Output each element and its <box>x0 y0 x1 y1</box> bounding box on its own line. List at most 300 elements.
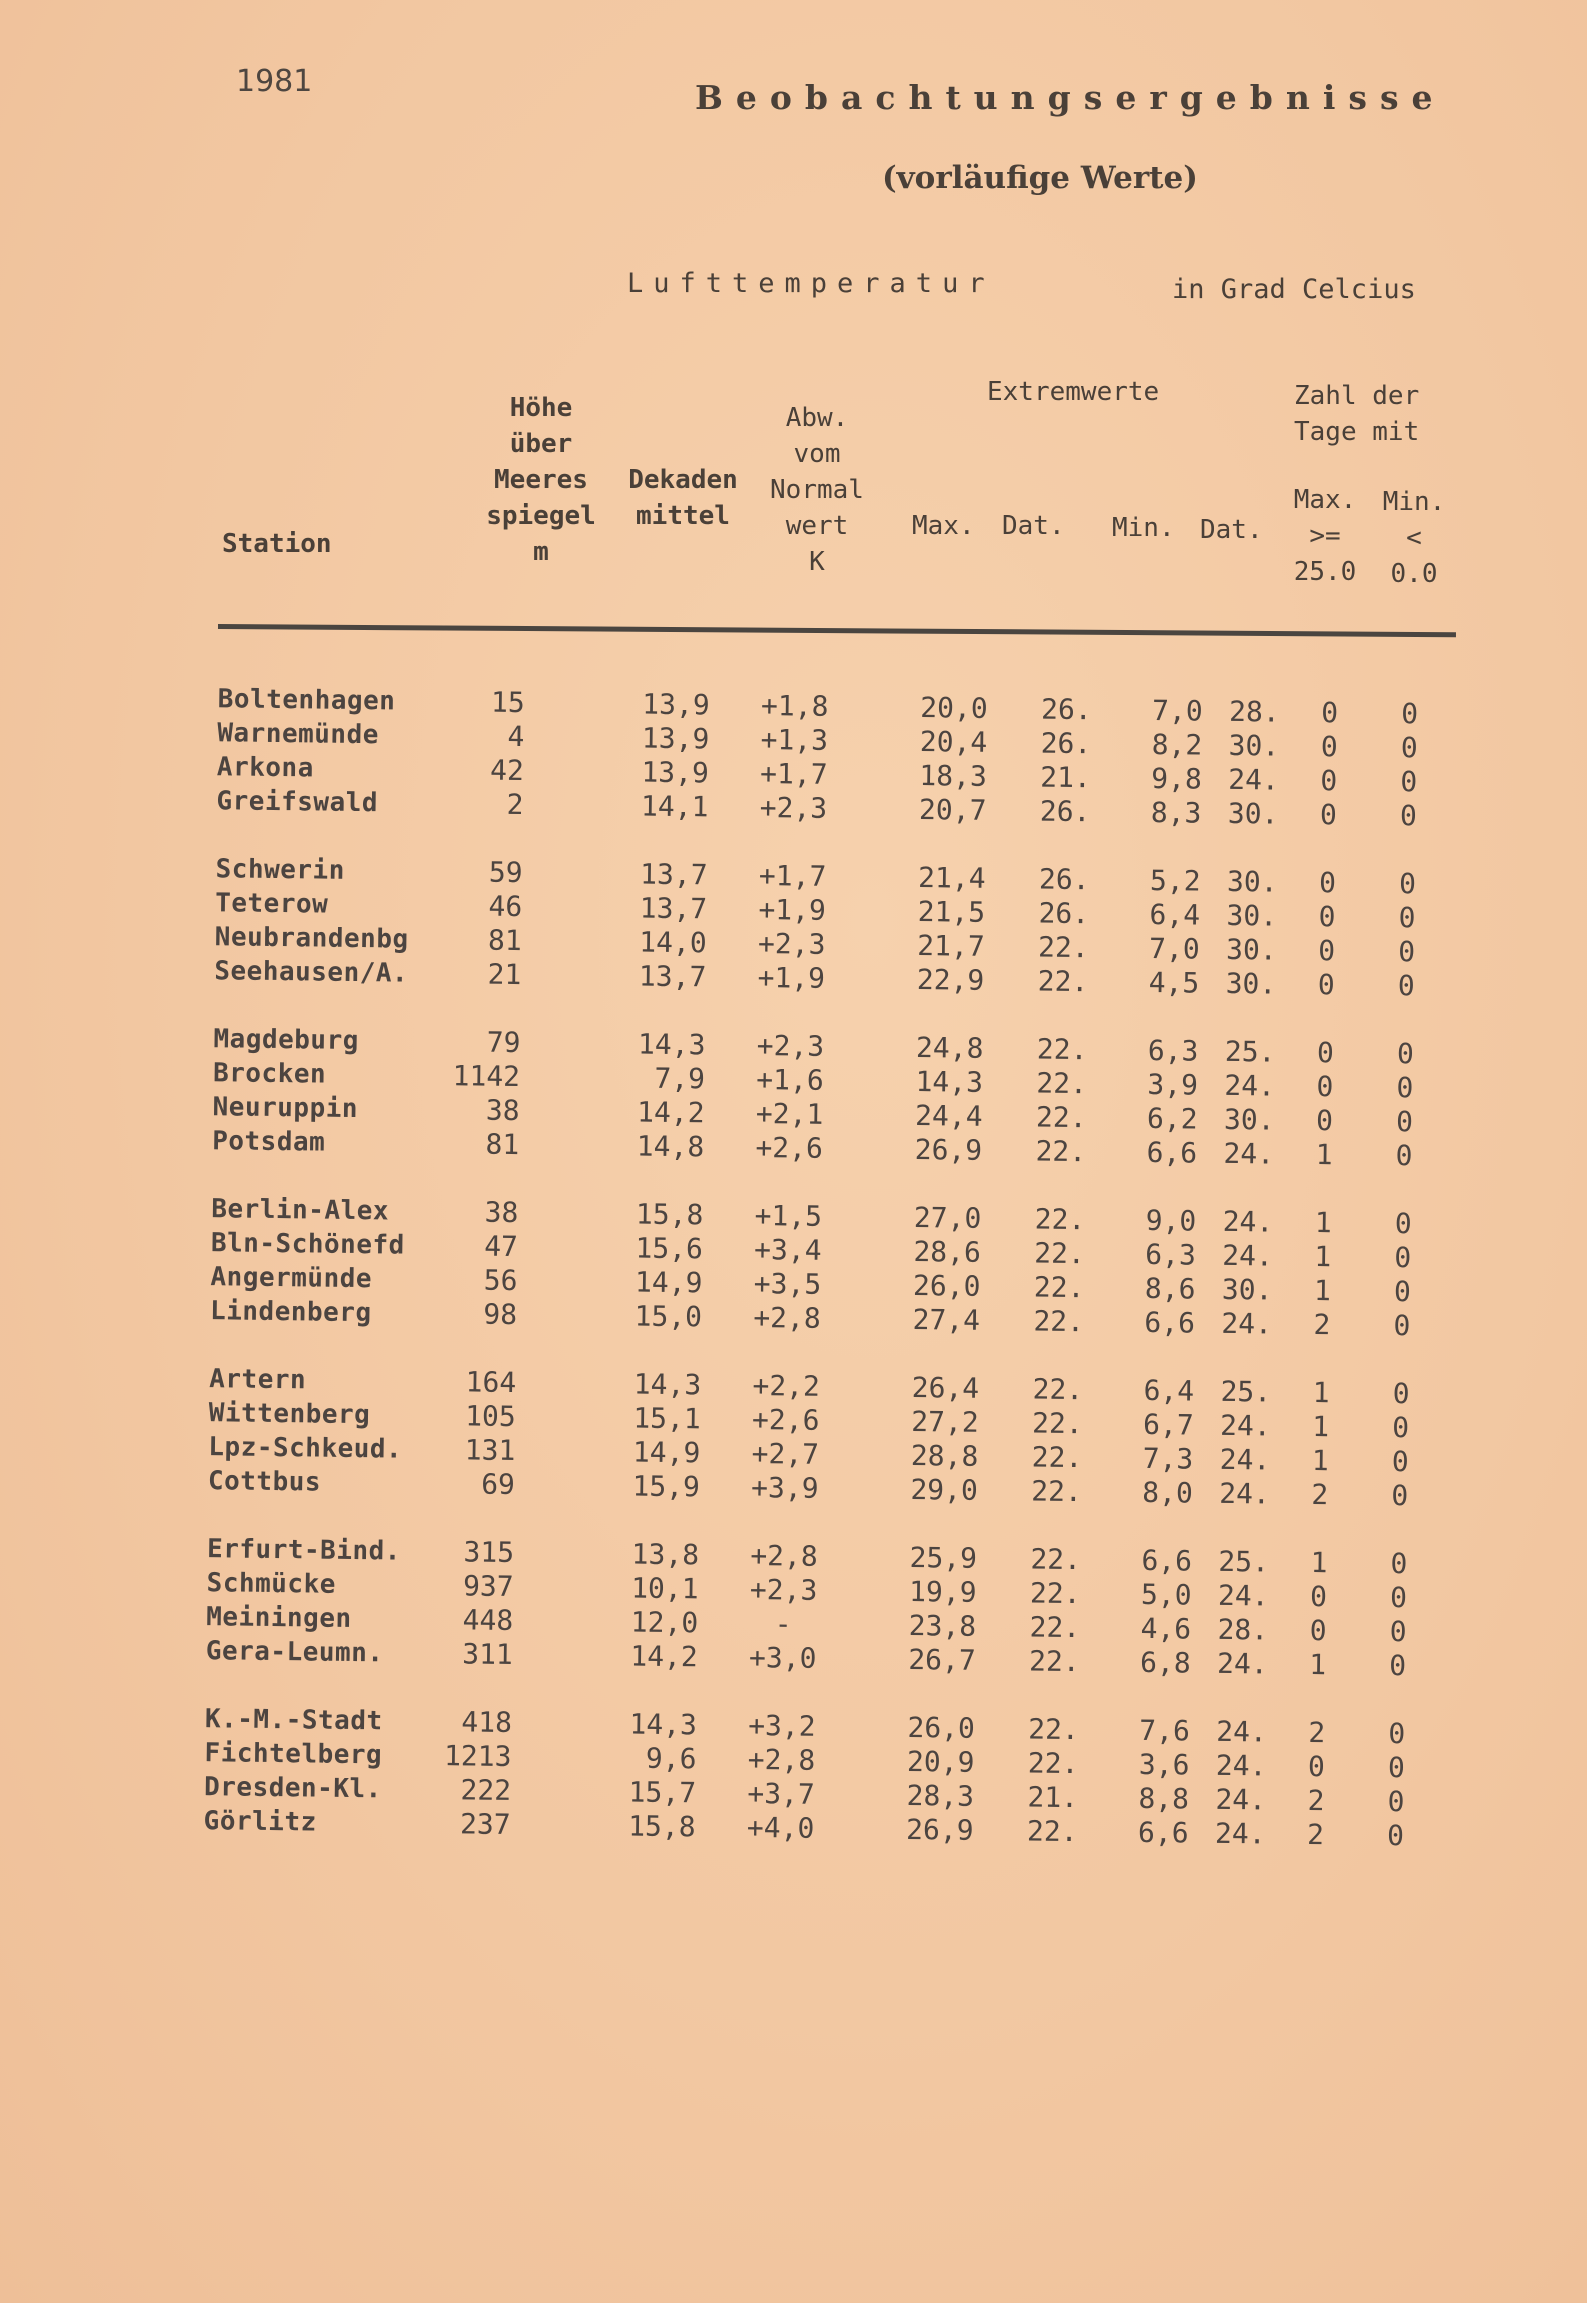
deviation-from-normal: +2,3 <box>749 1572 818 1607</box>
header-min-dat: Dat. <box>1200 515 1263 545</box>
station-name: Angermünde <box>210 1262 373 1295</box>
station-height: 131 <box>464 1433 516 1468</box>
header-mean-line: mittel <box>636 501 730 531</box>
station-name: K.-M.-Stadt <box>204 1704 383 1737</box>
min-temperature: 6,4 <box>1149 897 1201 932</box>
station-name: Meiningen <box>206 1602 352 1634</box>
days-max-over-25: 0 <box>1309 1614 1327 1648</box>
station-height: 4 <box>507 719 525 754</box>
max-date: 22. <box>1032 1372 1084 1407</box>
days-min-under-0: 0 <box>1400 731 1418 765</box>
days-min-under-0: 0 <box>1395 1105 1414 1139</box>
header-max-days-line: >= <box>1309 521 1341 551</box>
deviation-from-normal: +2,8 <box>753 1301 821 1335</box>
decade-mean: 15,7 <box>628 1775 697 1810</box>
station-name: Artern <box>209 1364 307 1396</box>
header-min: Min. <box>1112 513 1175 543</box>
min-date: 24. <box>1215 1782 1267 1817</box>
station-name: Brocken <box>212 1058 327 1090</box>
days-max-over-25: 2 <box>1313 1308 1331 1342</box>
deviation-from-normal: +1,9 <box>758 893 827 927</box>
days-max-over-25: 1 <box>1313 1274 1332 1308</box>
min-date: 30. <box>1221 1272 1273 1307</box>
min-temperature: 9,0 <box>1145 1203 1197 1238</box>
min-date: 24. <box>1219 1476 1271 1511</box>
station-height: 311 <box>461 1637 513 1672</box>
min-date: 25. <box>1218 1544 1270 1579</box>
decade-mean: 15,8 <box>627 1809 696 1844</box>
max-temperature: 28,8 <box>910 1438 979 1473</box>
max-date: 22. <box>1037 964 1089 999</box>
max-temperature: 29,0 <box>910 1472 979 1507</box>
decade-mean: 14,3 <box>633 1367 702 1402</box>
station-height: 69 <box>480 1467 516 1502</box>
decade-mean: 14,3 <box>637 1027 706 1062</box>
days-min-under-0: 0 <box>1387 1751 1406 1785</box>
max-date: 22. <box>1033 1270 1085 1305</box>
header-height-line: spiegel <box>486 501 596 531</box>
decade-mean: 15,6 <box>635 1231 704 1266</box>
min-temperature: 6,8 <box>1139 1645 1191 1680</box>
station-name: Gera-Leumn. <box>205 1636 384 1669</box>
min-temperature: 3,6 <box>1138 1747 1190 1782</box>
decade-mean: 14,2 <box>630 1639 698 1674</box>
days-max-over-25: 0 <box>1320 730 1338 764</box>
days-min-under-0: 0 <box>1396 1037 1415 1071</box>
days-min-under-0: 0 <box>1389 1649 1407 1683</box>
max-date: 22. <box>1037 930 1089 965</box>
days-max-over-25: 1 <box>1309 1648 1327 1682</box>
days-min-under-0: 0 <box>1391 1479 1409 1513</box>
decade-mean: 14,3 <box>629 1707 698 1742</box>
decade-mean: 13,9 <box>641 755 710 790</box>
min-date: 24. <box>1223 1136 1275 1171</box>
max-temperature: 21,5 <box>917 895 986 929</box>
max-temperature: 26,4 <box>911 1371 980 1405</box>
min-date: 24. <box>1222 1238 1274 1273</box>
station-name: Neuruppin <box>212 1092 359 1125</box>
station-name: Schwerin <box>215 854 346 886</box>
header-abw-line: K <box>809 547 825 577</box>
days-max-over-25: 1 <box>1312 1376 1330 1410</box>
max-date: 26. <box>1040 726 1092 761</box>
days-max-over-25: 0 <box>1319 798 1338 832</box>
station-height: 164 <box>465 1365 517 1400</box>
days-min-under-0: 0 <box>1391 1445 1409 1479</box>
min-temperature: 7,3 <box>1142 1441 1194 1476</box>
min-temperature: 9,8 <box>1151 761 1203 796</box>
station-name: Warnemünde <box>217 718 380 751</box>
min-temperature: 7,0 <box>1151 693 1203 728</box>
header-max-days-line: 25.0 <box>1293 557 1357 587</box>
deviation-from-normal: +1,5 <box>754 1199 823 1233</box>
min-date: 24. <box>1228 762 1280 797</box>
station-name: Lpz-Schkeud. <box>208 1432 403 1465</box>
station-name: Schmücke <box>206 1568 337 1600</box>
deviation-from-normal: +3,7 <box>747 1776 815 1811</box>
station-height: 47 <box>483 1229 519 1264</box>
deviation-from-normal: +3,4 <box>753 1233 822 1267</box>
min-temperature: 8,0 <box>1142 1475 1194 1510</box>
station-name: Fichtelberg <box>204 1738 383 1771</box>
station-height: 15 <box>490 685 525 720</box>
days-max-over-25: 0 <box>1315 1104 1334 1138</box>
station-height: 222 <box>460 1773 512 1807</box>
days-min-under-0: 0 <box>1398 867 1417 901</box>
max-temperature: 23,8 <box>908 1608 977 1643</box>
max-temperature: 26,7 <box>908 1642 976 1677</box>
deviation-from-normal: +3,2 <box>747 1708 816 1743</box>
unit-label: in Grad Celcius <box>1172 274 1416 305</box>
days-max-over-25: 1 <box>1311 1444 1329 1478</box>
days-min-under-0: 0 <box>1387 1785 1405 1819</box>
header-max-days-line: Max. <box>1293 485 1357 515</box>
max-date: 22. <box>1036 1032 1088 1067</box>
max-temperature: 20,0 <box>920 691 988 725</box>
header-min-days-line: Min. <box>1382 487 1446 517</box>
station-name: Cottbus <box>207 1466 322 1498</box>
days-min-under-0: 0 <box>1401 697 1419 731</box>
header-zahl-line: Zahl der <box>1294 381 1420 411</box>
max-temperature: 14,3 <box>915 1065 984 1099</box>
days-min-under-0: 0 <box>1399 799 1418 833</box>
days-min-under-0: 0 <box>1395 1139 1413 1173</box>
min-date: 28. <box>1228 694 1280 729</box>
decade-mean: 13,7 <box>639 891 708 926</box>
min-temperature: 8,8 <box>1138 1781 1190 1816</box>
min-date: 30. <box>1223 1102 1275 1137</box>
station-name: Neubrandenbg <box>214 922 409 955</box>
header-zahl-line: Tage mit <box>1294 417 1420 447</box>
min-temperature: 4,5 <box>1148 965 1200 1000</box>
page-title: Beobachtungsergebnisse <box>695 78 1446 117</box>
header-height-line: über <box>509 429 573 459</box>
min-date: 24. <box>1221 1306 1273 1341</box>
min-date: 24. <box>1216 1646 1268 1681</box>
days-min-under-0: 0 <box>1392 1411 1410 1445</box>
days-max-over-25: 0 <box>1318 866 1337 900</box>
page-subtitle: (vorläufige Werte) <box>882 160 1198 196</box>
station-name: Lindenberg <box>209 1296 372 1329</box>
max-date: 21. <box>1040 760 1092 795</box>
min-temperature: 6,3 <box>1147 1033 1199 1068</box>
deviation-from-normal: +2,3 <box>759 791 828 825</box>
deviation-from-normal: +3,0 <box>748 1640 817 1675</box>
station-height: 81 <box>485 1127 520 1162</box>
min-temperature: 4,6 <box>1140 1611 1192 1646</box>
station-height: 2 <box>506 787 524 822</box>
decade-mean: 15,9 <box>632 1469 701 1504</box>
station-name: Potsdam <box>212 1126 326 1158</box>
decade-mean: 7,9 <box>654 1061 706 1096</box>
days-max-over-25: 0 <box>1316 1036 1335 1070</box>
deviation-from-normal: +4,0 <box>746 1810 815 1845</box>
deviation-from-normal: +2,7 <box>751 1436 820 1471</box>
min-date: 24. <box>1219 1442 1271 1477</box>
station-height: 937 <box>462 1569 514 1604</box>
min-date: 30. <box>1225 932 1277 967</box>
decade-mean: 14,8 <box>636 1129 705 1164</box>
header-abw-line: Abw. <box>785 403 849 433</box>
deviation-from-normal: +2,3 <box>757 927 826 961</box>
deviation-from-normal: +1,6 <box>756 1063 824 1097</box>
station-height: 42 <box>489 753 525 788</box>
station-name: Dresden-Kl. <box>203 1772 382 1805</box>
header-height-line: Meeres <box>494 465 588 495</box>
days-max-over-25: 0 <box>1318 900 1336 934</box>
station-height: 1142 <box>452 1059 521 1094</box>
max-temperature: 26,9 <box>914 1133 983 1167</box>
days-min-under-0: 0 <box>1390 1547 1408 1581</box>
days-max-over-25: 0 <box>1307 1750 1326 1784</box>
station-name: Berlin-Alex <box>211 1194 390 1227</box>
min-date: 24. <box>1224 1068 1276 1103</box>
min-temperature: 5,0 <box>1140 1577 1192 1612</box>
max-temperature: 22,9 <box>916 963 985 997</box>
min-date: 30. <box>1228 728 1280 763</box>
min-date: 24. <box>1222 1204 1274 1239</box>
min-date: 30. <box>1225 966 1277 1001</box>
max-date: 21. <box>1027 1780 1079 1815</box>
days-min-under-0: 0 <box>1388 1717 1406 1751</box>
decade-mean: 14,1 <box>640 789 709 824</box>
days-min-under-0: 0 <box>1393 1275 1412 1309</box>
min-date: 24. <box>1216 1714 1268 1749</box>
days-min-under-0: 0 <box>1389 1581 1408 1615</box>
days-max-over-25: 1 <box>1310 1546 1328 1580</box>
min-temperature: 6,6 <box>1141 1543 1193 1578</box>
days-max-over-25: 1 <box>1314 1240 1332 1274</box>
min-date: 30. <box>1226 864 1278 899</box>
days-max-over-25: 1 <box>1312 1410 1330 1444</box>
min-temperature: 6,6 <box>1144 1305 1196 1340</box>
days-max-over-25: 2 <box>1308 1716 1326 1750</box>
max-temperature: 27,0 <box>913 1201 982 1235</box>
min-date: 24. <box>1219 1408 1271 1443</box>
deviation-from-normal: +2,6 <box>751 1402 820 1437</box>
max-date: 22. <box>1028 1712 1080 1747</box>
days-max-over-25: 0 <box>1321 696 1339 730</box>
min-date: 30. <box>1226 898 1278 933</box>
days-min-under-0: 0 <box>1396 1071 1414 1105</box>
header-abw-line: vom <box>793 439 841 469</box>
max-date: 22. <box>1027 1746 1079 1781</box>
decade-mean: 14,2 <box>636 1095 705 1130</box>
days-max-over-25: 2 <box>1306 1818 1325 1852</box>
days-min-under-0: 0 <box>1397 969 1415 1003</box>
station-height: 56 <box>483 1263 518 1298</box>
days-min-under-0: 0 <box>1400 765 1418 799</box>
decade-mean: 13,8 <box>631 1537 700 1572</box>
min-date: 24. <box>1215 1748 1267 1783</box>
deviation-from-normal: +3,5 <box>753 1267 822 1301</box>
days-min-under-0: 0 <box>1392 1377 1410 1411</box>
station-height: 46 <box>488 889 523 924</box>
station-height: 38 <box>484 1195 519 1230</box>
min-temperature: 8,2 <box>1151 727 1203 762</box>
deviation-from-normal: +2,8 <box>750 1538 818 1573</box>
days-min-under-0: 0 <box>1386 1819 1405 1853</box>
station-name: Wittenberg <box>208 1398 371 1431</box>
days-min-under-0: 0 <box>1389 1615 1407 1649</box>
station-height: 79 <box>486 1025 521 1060</box>
max-date: 26. <box>1038 862 1090 897</box>
max-temperature: 24,4 <box>914 1099 983 1133</box>
min-date: 25. <box>1220 1374 1272 1409</box>
max-temperature: 20,9 <box>906 1744 975 1779</box>
days-min-under-0: 0 <box>1398 901 1416 935</box>
station-height: 1213 <box>443 1739 512 1773</box>
header-min-days-line: < <box>1406 523 1422 553</box>
min-temperature: 6,4 <box>1143 1373 1195 1408</box>
max-date: 22. <box>1026 1814 1078 1849</box>
max-temperature: 27,2 <box>911 1404 979 1439</box>
max-temperature: 26,9 <box>905 1812 974 1847</box>
days-min-under-0: 0 <box>1398 935 1416 969</box>
header-abw-line: Normal <box>770 475 864 505</box>
min-temperature: 8,3 <box>1150 795 1202 830</box>
decade-mean: 13,7 <box>639 857 708 892</box>
decade-mean: 13,7 <box>638 959 707 994</box>
header-max-dat: Dat. <box>1002 511 1065 541</box>
max-temperature: 18,3 <box>919 759 988 793</box>
min-temperature: 6,3 <box>1145 1237 1197 1272</box>
max-date: 22. <box>1029 1610 1081 1645</box>
max-temperature: 28,6 <box>913 1235 982 1269</box>
deviation-from-normal: +1,7 <box>759 757 828 791</box>
deviation-from-normal: +3,9 <box>750 1470 819 1505</box>
deviation-from-normal: +2,1 <box>755 1097 824 1131</box>
decade-mean: 13,9 <box>642 687 710 722</box>
header-mean-line: Dekaden <box>628 465 738 495</box>
min-date: 30. <box>1227 796 1279 831</box>
max-date: 22. <box>1029 1576 1081 1611</box>
decade-mean: 14,9 <box>632 1435 701 1470</box>
min-temperature: 8,6 <box>1144 1271 1196 1306</box>
min-temperature: 6,2 <box>1146 1101 1198 1136</box>
max-date: 22. <box>1031 1406 1083 1441</box>
decade-mean: 15,1 <box>633 1401 701 1436</box>
decade-mean: 14,9 <box>634 1265 703 1300</box>
decade-mean: 12,0 <box>630 1605 699 1640</box>
max-date: 22. <box>1031 1440 1083 1475</box>
station-name: Boltenhagen <box>217 684 396 717</box>
min-temperature: 3,9 <box>1147 1067 1199 1102</box>
max-temperature: 26,0 <box>912 1269 981 1303</box>
days-max-over-25: 0 <box>1320 764 1338 798</box>
max-temperature: 28,3 <box>906 1778 975 1813</box>
deviation-from-normal: +1,3 <box>760 723 829 757</box>
max-temperature: 25,9 <box>909 1540 978 1575</box>
station-name: Erfurt-Bind. <box>206 1534 402 1567</box>
max-date: 22. <box>1035 1100 1087 1135</box>
header-min-days-line: 0.0 <box>1390 559 1438 589</box>
days-min-under-0: 0 <box>1394 1241 1412 1275</box>
days-min-under-0: 0 <box>1394 1207 1412 1241</box>
header-height-line: m <box>533 537 549 567</box>
max-date: 22. <box>1034 1202 1086 1237</box>
max-temperature: 21,4 <box>917 861 986 895</box>
days-max-over-25: 0 <box>1309 1580 1328 1614</box>
days-min-under-0: 0 <box>1393 1309 1411 1343</box>
max-date: 22. <box>1033 1304 1085 1339</box>
decade-mean: 15,8 <box>635 1197 704 1232</box>
max-temperature: 24,8 <box>915 1031 984 1065</box>
deviation-from-normal: +1,9 <box>757 961 826 995</box>
station-height: 418 <box>461 1705 513 1740</box>
min-temperature: 6,6 <box>1146 1135 1198 1170</box>
header-station: Station <box>222 529 332 559</box>
max-temperature: 27,4 <box>912 1303 981 1337</box>
days-max-over-25: 2 <box>1307 1784 1325 1818</box>
deviation-from-normal: +2,3 <box>756 1029 825 1063</box>
decade-mean: 10,1 <box>630 1571 699 1606</box>
station-name: Görlitz <box>203 1806 317 1838</box>
max-date: 22. <box>1035 1134 1087 1169</box>
section-title: Lufttemperatur <box>627 268 995 299</box>
max-date: 26. <box>1039 794 1091 829</box>
station-height: 38 <box>485 1093 520 1128</box>
max-date: 26. <box>1038 896 1090 931</box>
station-height: 21 <box>487 957 522 992</box>
min-temperature: 5,2 <box>1149 863 1201 898</box>
min-temperature: 7,0 <box>1148 931 1200 966</box>
max-date: 22. <box>1030 1542 1082 1577</box>
days-max-over-25: 0 <box>1318 934 1336 968</box>
max-date: 22. <box>1031 1474 1083 1509</box>
min-temperature: 6,6 <box>1137 1815 1189 1850</box>
deviation-from-normal: - <box>774 1607 792 1641</box>
max-temperature: 26,0 <box>907 1710 976 1745</box>
max-temperature: 20,7 <box>918 793 987 827</box>
station-height: 105 <box>464 1399 516 1434</box>
station-name: Teterow <box>215 888 329 920</box>
days-max-over-25: 1 <box>1314 1206 1332 1240</box>
decade-mean: 13,9 <box>641 721 710 756</box>
max-date: 22. <box>1036 1066 1088 1101</box>
deviation-from-normal: +2,6 <box>755 1131 824 1165</box>
year-label: 1981 <box>236 64 313 99</box>
max-date: 22. <box>1034 1236 1086 1271</box>
deviation-from-normal: +2,2 <box>752 1368 821 1403</box>
min-date: 25. <box>1224 1034 1276 1069</box>
max-temperature: 19,9 <box>908 1574 977 1609</box>
decade-mean: 9,6 <box>645 1741 697 1776</box>
min-temperature: 7,6 <box>1139 1713 1191 1748</box>
decade-mean: 15,0 <box>634 1299 703 1334</box>
station-height: 98 <box>483 1297 518 1332</box>
header-max: Max. <box>912 511 975 541</box>
min-date: 28. <box>1217 1612 1269 1647</box>
days-max-over-25: 0 <box>1317 968 1335 1002</box>
header-abw-line: wert <box>785 511 849 541</box>
station-name: Seehausen/A. <box>214 956 409 989</box>
header-extremwerte: Extremwerte <box>987 377 1160 407</box>
days-max-over-25: 0 <box>1316 1070 1334 1104</box>
max-temperature: 20,4 <box>919 725 988 759</box>
deviation-from-normal: +2,8 <box>747 1742 816 1777</box>
station-height: 448 <box>462 1603 514 1638</box>
max-temperature: 21,7 <box>917 929 985 963</box>
decade-mean: 14,0 <box>639 925 707 960</box>
station-height: 237 <box>459 1807 511 1841</box>
station-height: 315 <box>463 1535 515 1570</box>
days-max-over-25: 2 <box>1311 1478 1329 1512</box>
deviation-from-normal: +1,8 <box>760 689 829 723</box>
station-height: 59 <box>488 855 523 890</box>
station-name: Bln-Schönefd <box>210 1228 405 1261</box>
deviation-from-normal: +1,7 <box>758 859 827 893</box>
